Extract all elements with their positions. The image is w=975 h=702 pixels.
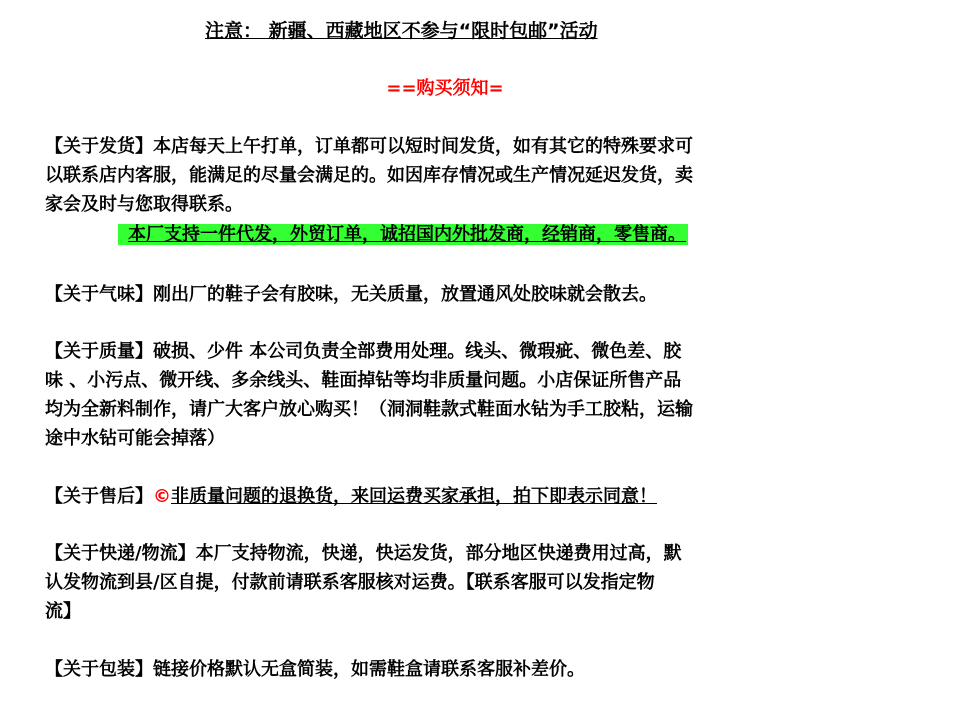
shipping-section bbox=[45, 132, 845, 219]
quality-label: 【关于质量】 bbox=[45, 341, 153, 362]
packaging-text: 链接价格默认无盒简装，如需鞋盒请联系客服补差价。 bbox=[153, 659, 585, 680]
quality-line-3: 均为全新料制作，请广大客户放心购买！（洞洞鞋款式鞋面水钻为手工胶粘，运输 bbox=[45, 399, 693, 420]
logistics-section bbox=[45, 539, 845, 626]
quality-line-1 bbox=[45, 337, 845, 366]
aftersale-label: 【关于售后】 bbox=[45, 486, 153, 507]
packaging-line bbox=[45, 655, 845, 684]
smell-section bbox=[45, 280, 845, 309]
logistics-line-1 bbox=[45, 539, 845, 568]
copyright-icon: © bbox=[153, 486, 171, 507]
wholesale-highlight: 本厂支持一件代发，外贸订单，诚招国内外批发商，经销商，零售商。 bbox=[118, 224, 688, 245]
shipping-line-1 bbox=[45, 132, 845, 161]
quality-text-1: 破损、少件 本公司负责全部费用处理。线头、微瑕疵、微色差、胶 bbox=[153, 341, 682, 362]
smell-text: 刚出厂的鞋子会有胶味，无关质量，放置通风处胶味就会散去。 bbox=[153, 284, 657, 305]
shipping-line-2: 以联系店内客服，能满足的尽量会满足的。如因库存情况或生产情况延迟发货，卖 bbox=[45, 165, 693, 186]
logistics-text-1: 本厂支持物流，快递，快运发货，部分地区快递费用过高，默 bbox=[195, 543, 682, 564]
quality-line-2: 味 、小污点、微开线、多余线头、鞋面掉钻等均非质量问题。小店保证所售产品 bbox=[45, 370, 682, 391]
quality-line-4: 途中水钻可能会掉落） bbox=[45, 428, 225, 449]
shipping-label: 【关于发货】 bbox=[45, 136, 153, 157]
smell-label: 【关于气味】 bbox=[45, 284, 153, 305]
shipping-text-1: 本店每天上午打单，订单都可以短时间发货，如有其它的特殊要求可 bbox=[153, 136, 693, 157]
logistics-label: 【关于快递/物流】 bbox=[45, 543, 196, 564]
aftersale-line bbox=[45, 482, 845, 511]
smell-line bbox=[45, 280, 845, 309]
aftersale-section bbox=[45, 482, 845, 511]
highlight-row bbox=[118, 222, 688, 248]
purchase-notice-heading: ==购买须知= bbox=[386, 78, 504, 99]
packaging-label: 【关于包装】 bbox=[45, 659, 153, 680]
logistics-line-3: 流】 bbox=[45, 601, 81, 622]
notice-banner: 注意： 新疆、西藏地区不参与“限时包邮”活动 bbox=[205, 20, 598, 42]
aftersale-text: 非质量问题的退换货，来回运费买家承担，拍下即表示同意！ bbox=[171, 486, 657, 507]
shipping-line-3: 家会及时与您取得联系。 bbox=[45, 194, 243, 215]
quality-section bbox=[45, 337, 845, 453]
packaging-section bbox=[45, 655, 845, 684]
logistics-line-2: 认发物流到县/区自提，付款前请联系客服核对运费。【联系客服可以发指定物 bbox=[45, 572, 655, 593]
